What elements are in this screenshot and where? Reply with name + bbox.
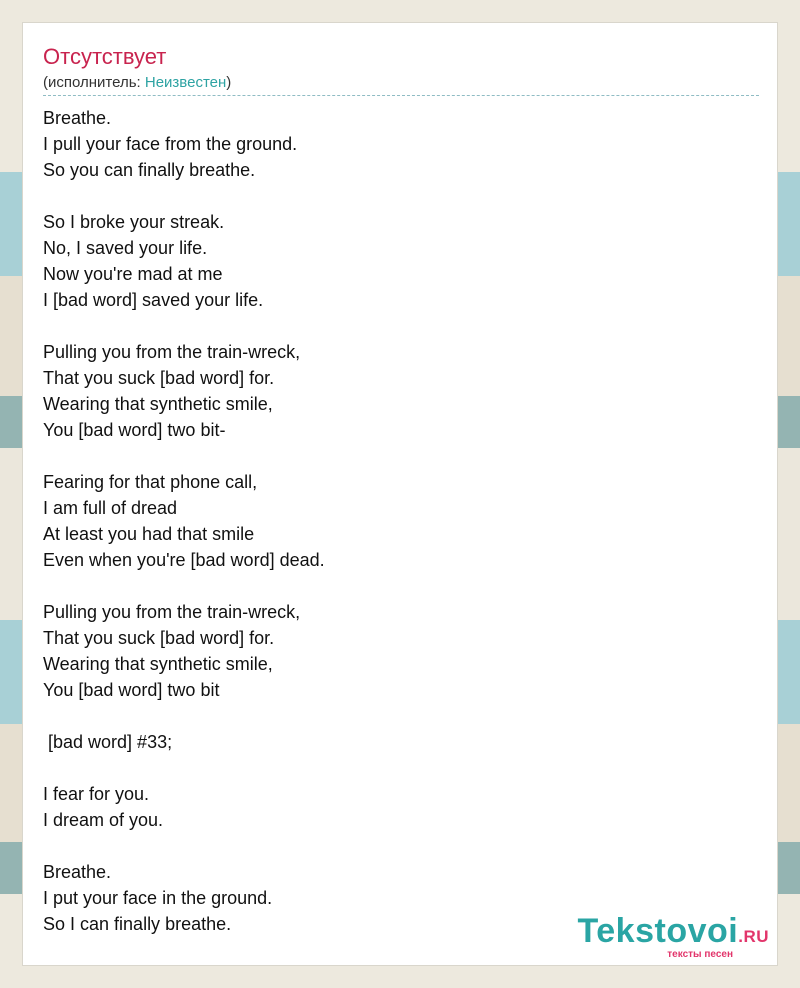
artist-link[interactable]: Неизвестен [144, 74, 227, 91]
lyrics-line: So I can finally breathe. [43, 914, 232, 934]
site-logo[interactable] [578, 913, 769, 961]
lyrics-line: I pull your face from the ground. [43, 134, 298, 154]
lyrics-line: No, I saved your life. [43, 238, 208, 258]
lyrics-line: I am full of dread [43, 498, 178, 518]
lyrics-text [43, 105, 325, 937]
logo-tld: .RU [738, 927, 769, 946]
lyrics-line: Breathe. [43, 108, 112, 128]
lyrics-line: I dream of you. [43, 810, 164, 830]
song-title: Отсутствует [43, 44, 167, 69]
lyrics-line: [bad word] #33; [43, 732, 173, 752]
lyrics-line: I put your face in the ground. [43, 888, 273, 908]
lyrics-line: Fearing for that phone call, [43, 472, 258, 492]
lyrics-line: You [bad word] two bit- [43, 420, 226, 440]
artist-line [43, 74, 231, 92]
lyrics-line: You [bad word] two bit [43, 680, 220, 700]
lyrics-line: I [bad word] saved your life. [43, 290, 264, 310]
lyrics-card [22, 22, 778, 966]
lyrics-line: At least you had that smile [43, 524, 255, 544]
artist-suffix: ) [226, 74, 232, 91]
divider [43, 95, 759, 96]
lyrics-line: Now you're mad at me [43, 264, 223, 284]
lyrics-line: So I broke your streak. [43, 212, 225, 232]
logo-tagline: тексты песен [667, 949, 733, 960]
logo-name: Tekstovoi [577, 912, 739, 950]
lyrics-line: Wearing that synthetic smile, [43, 394, 273, 414]
lyrics-line: That you suck [bad word] for. [43, 368, 275, 388]
artist-prefix: (исполнитель: [43, 74, 145, 91]
lyrics-line: Pulling you from the train-wreck, [43, 602, 301, 622]
lyrics-line: I fear for you. [43, 784, 150, 804]
lyrics-line: Pulling you from the train-wreck, [43, 342, 301, 362]
lyrics-line: Even when you're [bad word] dead. [43, 550, 325, 570]
lyrics-line: That you suck [bad word] for. [43, 628, 275, 648]
lyrics-line: So you can finally breathe. [43, 160, 256, 180]
lyrics-line: Wearing that synthetic smile, [43, 654, 273, 674]
lyrics-line: Breathe. [43, 862, 112, 882]
